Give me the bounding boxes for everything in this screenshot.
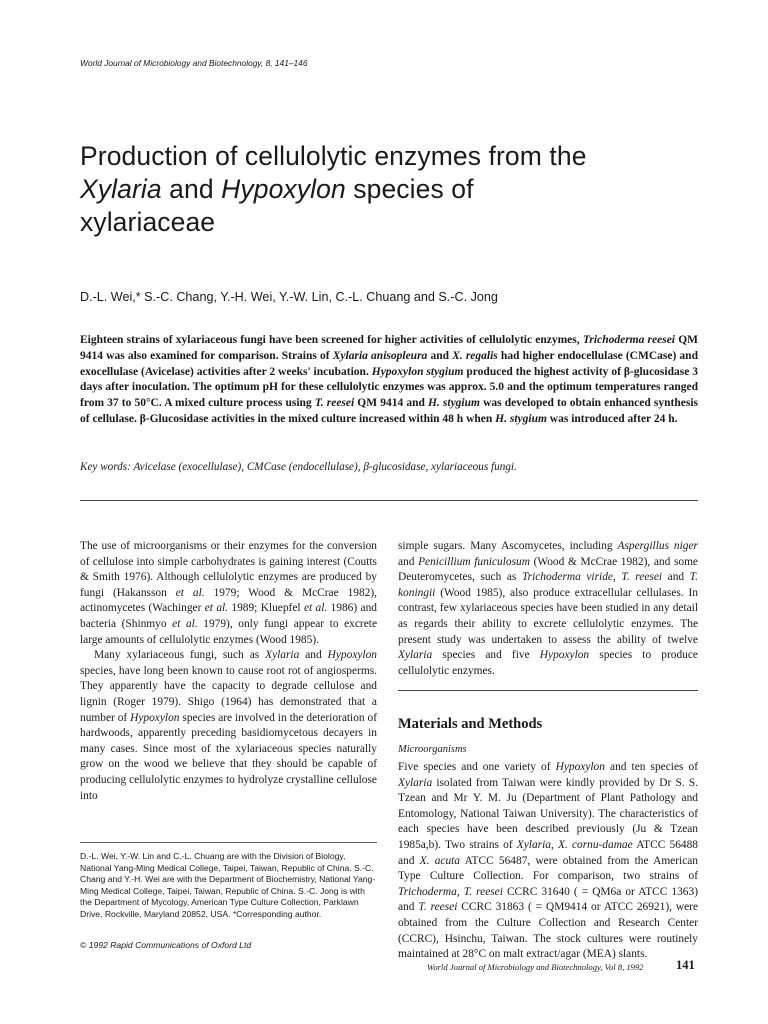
title-line-3: xylariaceae bbox=[80, 207, 216, 237]
title-species-of: species of bbox=[353, 174, 474, 204]
copyright-notice: © 1992 Rapid Communications of Oxford Ltd bbox=[80, 940, 252, 950]
intro-paragraph-3: simple sugars. Many Ascomycetes, including Aspergillus niger and Penicillium funiculosum (Wood & McCrae 1982), and some Deuteromycetes, such as Trichoderma viride, T. reesei and T. koningii (Wood 1985), also produce extracellular cellulases. In contrast, few xylariaceous species have been studied in any detail as regards their ability to excrete cellulolytic enzymes. The present study was undertaken to assess the ability of twelve Xylaria species and five Hypoxylon species to produce cellulolytic enzymes. bbox=[398, 540, 698, 677]
page-number: 141 bbox=[676, 958, 695, 972]
keywords bbox=[80, 461, 698, 473]
methods-paragraph: Five species and one variety of Hypoxylon and ten species of Xylaria isolated from Taiwan were kindly provided by Dr S. S. Tzean and Mr Y. M. Ju (Department of Plant Pathology and Entomology, National Taiwan University). The characteristics of each species have been described previously (Ju & Tzean 1985a,b). Two strains of Xylaria, X. cornu-damae ATCC 56488 and X. acuta ATCC 56487, were obtained from the American Type Culture Collection. For comparison, two strains of Trichoderma, T. reesei CCRC 31640 ( = QM6a or ATCC 1363) and T. reesei CCRC 31863 ( = QM9414 or ATCC 26921), were obtained from the Culture Collection and Research Center (CCRC), Hsinchu, Taiwan. The stock cultures were routinely maintained at 28°C on malt extract/agar (MEA) slants. bbox=[398, 761, 698, 961]
article-title bbox=[80, 140, 700, 239]
intro-paragraph-1: The use of microorganisms or their enzymes for the conversion of cellulose into simple carbohydrates is gaining interest (Coutts & Smith 1976). Although cellulolytic enzymes are produced by fungi (Hakansson et al. 1979; Wood & McCrae 1982), actinomycetes (Wachinger et al. 1989; Kluepfel et al. 1986) and bacteria (Shinmyo et al. 1979), only fungi appear to excrete large amounts of cellulolytic enzymes (Wood 1985). bbox=[80, 540, 378, 646]
author-list: D.-L. Wei,* S.-C. Chang, Y.-H. Wei, Y.-W. Lin, C.-L. Chuang and S.-C. Jong bbox=[80, 290, 498, 304]
right-column-methods bbox=[398, 760, 698, 963]
footnote-divider bbox=[80, 842, 377, 843]
title-line-1: Production of cellulolytic enzymes from the bbox=[80, 141, 587, 171]
title-genus-hypoxylon: Hypoxylon bbox=[221, 174, 346, 204]
section-divider bbox=[80, 500, 698, 501]
intro-paragraph-2: Many xylariaceous fungi, such as Xylaria and Hypoxylon species, have long been known to cause root rot of angiosperms. They apparently have the capacity to degrade cellulose and lignin (Roger 1979). Shigo (1964) has demonstrated that a number of Hypoxylon species are involved in the deterioration of hardwoods, apparently preceding basidiomycetous decayers in many cases. Since most of the xylariaceous species naturally grow on the wood we believe that they should be capable of producing cellulolytic enzymes to hydrolyze crystalline cellulose into bbox=[80, 649, 377, 802]
section-heading: Materials and Methods bbox=[398, 716, 543, 732]
journal-reference: World Journal of Microbiology and Biotechnology, 8, 141–146 bbox=[80, 58, 308, 68]
keywords-text: Avicelase (exocellulase), CMCase (endocellulase), β-glucosidase, xylariaceous fungi. bbox=[130, 461, 517, 473]
title-genus-xylaria: Xylaria bbox=[80, 174, 162, 204]
left-column bbox=[80, 539, 377, 804]
right-column-intro bbox=[398, 539, 698, 679]
author-affiliations-footnote: D.-L. Wei, Y.-W. Lin and C.-L. Chuang are with the Division of Biology, National Yang-Ming Medical College, Taipei, Taiwan, Republic of China. S.-C. Chang and Y.-H. Wei are with the Department of Biochemistry, National Yang-Ming Medical College, Taipei, Taiwan, Republic of China. S.-C. Jong is with the Department of Mycology, American Type Culture Collection, Parklawn Drive, Rockville, Maryland 20852, USA. *Corresponding author. bbox=[80, 851, 376, 919]
subsection-heading: Microorganisms bbox=[398, 744, 467, 755]
running-footer: World Journal of Microbiology and Biotechnology, Vol 8, 1992 bbox=[427, 962, 644, 972]
abstract: Eighteen strains of xylariaceous fungi have been screened for higher activities of cellulolytic enzymes, Trichoderma reesei QM 9414 was also examined for comparison. Strains of Xylaria anisopleura and X. regalis had higher endocellulase (CMCase) and exocellulase (Avicelase) activities after 2 weeks' incubation. Hypoxylon stygium produced the highest activity of β-glucosidase 3 days after inoculation. The optimum pH for these cellulolytic enzymes was approx. 5.0 and the optimum temperatures ranged from 37 to 50°C. A mixed culture process using T. reesei QM 9414 and H. stygium was developed to obtain enhanced synthesis of cellulase. β-Glucosidase activities in the mixed culture increased within 48 h when H. stygium was introduced after 24 h. bbox=[80, 334, 698, 425]
section-rule bbox=[398, 690, 698, 691]
keywords-label: Key words: bbox=[80, 461, 131, 473]
title-and: and bbox=[169, 174, 214, 204]
